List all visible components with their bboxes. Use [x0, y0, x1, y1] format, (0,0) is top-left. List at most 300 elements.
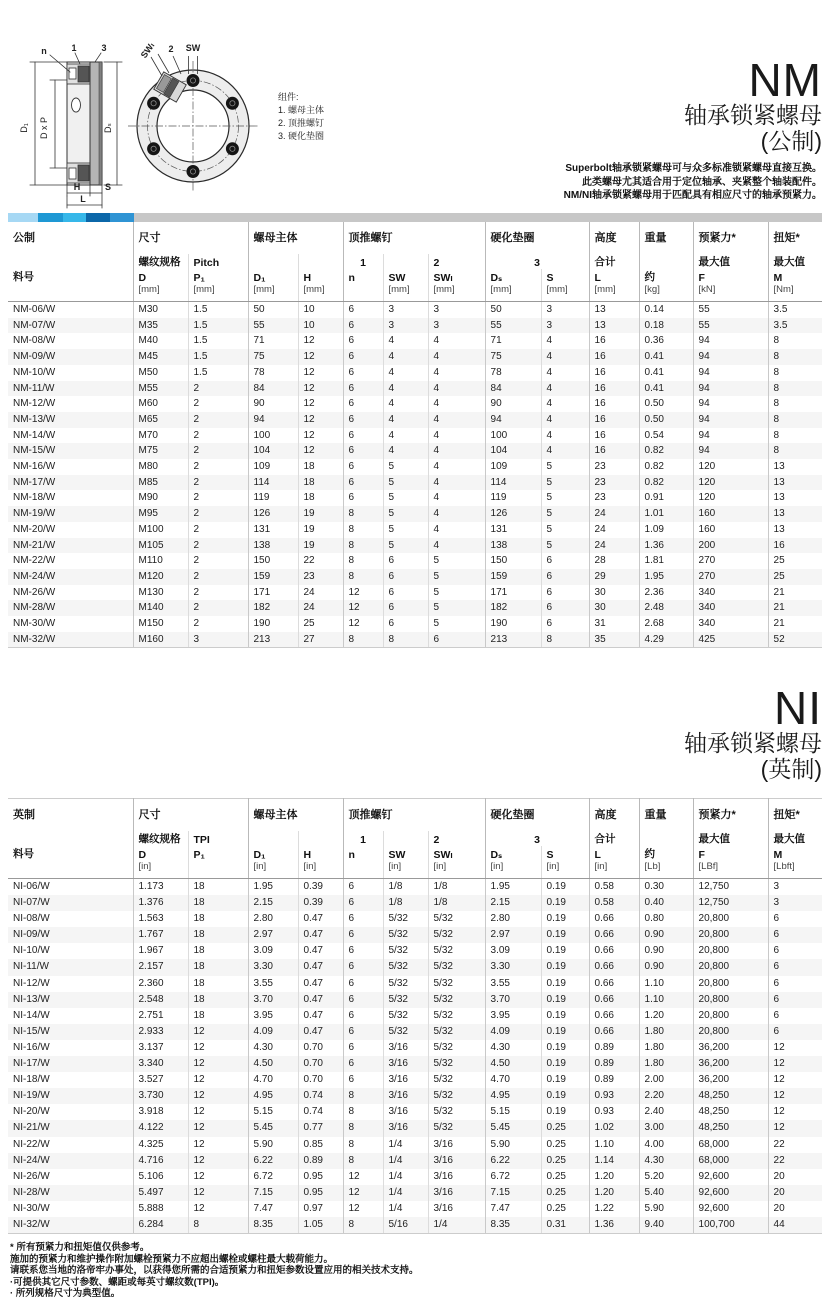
cell: 6.22 [248, 1153, 298, 1169]
cell: 20,800 [693, 959, 768, 975]
footnote-line: 请联系您当地的洛帝牢办事处，以获得您所需的合适预紧力和扭矩参数设置应用的相关技术支持。 [10, 1265, 419, 1276]
legend-title: 组件: [278, 92, 299, 102]
cell: 6 [541, 569, 589, 585]
cell: M40 [133, 333, 188, 349]
cell: 0.74 [298, 1088, 343, 1104]
cell: 182 [485, 600, 541, 616]
table-row [8, 879, 822, 896]
cell: 0.50 [639, 396, 693, 412]
cell: 48,250 [693, 1104, 768, 1120]
cell: M140 [133, 600, 188, 616]
cell: 0.95 [298, 1185, 343, 1201]
cell: NI-26/W [13, 1170, 50, 1182]
table-row [8, 1072, 822, 1088]
cell: 12 [188, 1185, 248, 1201]
cell: M85 [133, 475, 188, 491]
footnote-line: ·可提供其它尺寸参数、螺距或每英寸螺纹数(TPI)。 [10, 1276, 225, 1288]
cell: 0.41 [639, 349, 693, 365]
cell: NM-20/W [13, 523, 56, 535]
group-jackscrews: 顶推螺钉 [343, 222, 485, 254]
sub-pos-2: 2 [428, 831, 485, 846]
cell: 171 [485, 585, 541, 601]
cell: 4 [428, 475, 485, 491]
cell: 0.47 [298, 943, 343, 959]
cell: 0.74 [298, 1104, 343, 1120]
cell: 24 [298, 585, 343, 601]
table-row [8, 490, 822, 506]
cell: NI-18/W [13, 1074, 50, 1086]
cell: 5/32 [383, 992, 428, 1008]
cell: 1/4 [383, 1185, 428, 1201]
cell: 0.70 [298, 1040, 343, 1056]
table-row [8, 522, 822, 538]
cell: 13 [768, 506, 822, 522]
dim-label-ds: Dₛ [103, 123, 113, 133]
cell: 3 [383, 318, 428, 334]
cell: 2 [188, 396, 248, 412]
cell: 16 [589, 412, 639, 428]
cell: 5 [428, 569, 485, 585]
cell: 3 [428, 318, 485, 334]
cell: 2 [188, 381, 248, 397]
cell: 8 [343, 522, 383, 538]
cell: 1.563 [133, 911, 188, 927]
cell: 12 [188, 1056, 248, 1072]
cell: 16 [589, 349, 639, 365]
cell: 0.19 [541, 943, 589, 959]
cell: 0.47 [298, 976, 343, 992]
cell: 94 [693, 333, 768, 349]
cell: M65 [133, 412, 188, 428]
cell: 0.19 [541, 895, 589, 911]
sub-pos-3: 3 [485, 831, 589, 846]
table-row [8, 1104, 822, 1120]
table-row [8, 428, 822, 444]
cell: 5/32 [428, 1104, 485, 1120]
cell: 1.05 [298, 1217, 343, 1234]
cell: 126 [485, 506, 541, 522]
cell: 1.02 [589, 1120, 639, 1136]
cell: 425 [693, 632, 768, 648]
technical-drawing [0, 0, 420, 212]
cell: 6 [768, 959, 822, 975]
cell: 6 [343, 1056, 383, 1072]
cell: 5 [428, 600, 485, 616]
cell: 8 [343, 538, 383, 554]
cell: 6 [343, 879, 383, 896]
description-line: 此类螺母尤其适合用于定位轴承、夹紧整个轴装配件。 [582, 176, 822, 188]
table-row [8, 1040, 822, 1056]
cell: 1.95 [248, 879, 298, 896]
cell: 8 [768, 381, 822, 397]
col-partno: 料号 [13, 271, 34, 283]
cell: 5/32 [428, 1056, 485, 1072]
cell: 3.30 [485, 959, 541, 975]
cell: 0.19 [541, 1072, 589, 1088]
cell: NM-13/W [13, 413, 56, 425]
cell: 6 [541, 616, 589, 632]
cell: 0.58 [589, 895, 639, 911]
cell: 12 [768, 1120, 822, 1136]
cell: 2.00 [639, 1072, 693, 1088]
cell: NM-06/W [13, 304, 56, 315]
cell: NM-24/W [13, 570, 56, 582]
cell: NM-16/W [13, 461, 56, 473]
cell: 119 [485, 490, 541, 506]
table-row [8, 616, 822, 632]
cell: 36,200 [693, 1056, 768, 1072]
cell: 126 [248, 506, 298, 522]
cell: 0.80 [639, 911, 693, 927]
cell: 4.50 [248, 1056, 298, 1072]
cell: 2 [188, 585, 248, 601]
cell: 100,700 [693, 1217, 768, 1234]
sub-max-f: 最大值 [693, 831, 768, 846]
cell: NI-10/W [13, 945, 50, 957]
cell: NI-12/W [13, 977, 50, 989]
table-row [8, 976, 822, 992]
cell: 114 [248, 475, 298, 491]
cell: NM-28/W [13, 602, 56, 614]
group-preload: 预紧力* [693, 222, 768, 254]
cell: 6 [343, 459, 383, 475]
cell: 0.18 [639, 318, 693, 334]
cell: 5 [428, 585, 485, 601]
cell: 12 [768, 1088, 822, 1104]
cell: NI-20/W [13, 1106, 50, 1118]
cell: 1.22 [589, 1201, 639, 1217]
cell: 13 [768, 490, 822, 506]
cell: 2.80 [248, 911, 298, 927]
cell: 4.30 [639, 1153, 693, 1169]
cell: 1.967 [133, 943, 188, 959]
cell: 3.00 [639, 1120, 693, 1136]
cell: 3 [428, 302, 485, 318]
cell: 2 [188, 616, 248, 632]
cell: 25 [768, 553, 822, 569]
cell: NI-09/W [13, 929, 50, 941]
cell: 12,750 [693, 895, 768, 911]
cell: 2 [188, 428, 248, 444]
cell: 10 [298, 318, 343, 334]
cell: 0.70 [298, 1072, 343, 1088]
cell: 44 [768, 1217, 822, 1234]
cell: 24 [589, 522, 639, 538]
cell: 2 [188, 412, 248, 428]
cell: 24 [589, 506, 639, 522]
cell: 114 [485, 475, 541, 491]
cell: 0.19 [541, 1040, 589, 1056]
cell: 6 [343, 943, 383, 959]
cell: 18 [188, 927, 248, 943]
cell: 5 [383, 490, 428, 506]
cell: 4 [428, 459, 485, 475]
cell: 2 [188, 569, 248, 585]
cell: 92,600 [693, 1185, 768, 1201]
cell: 12 [188, 1153, 248, 1169]
cell: 200 [693, 538, 768, 554]
cell: 4 [428, 506, 485, 522]
accent-bar-segment [38, 213, 63, 222]
table-row [8, 895, 822, 911]
cell: M120 [133, 569, 188, 585]
cell: 94 [693, 443, 768, 459]
table-row [8, 302, 822, 318]
cell: 0.47 [298, 1024, 343, 1040]
cell: 18 [188, 992, 248, 1008]
cell: 3.55 [248, 976, 298, 992]
cell: 8 [343, 632, 383, 648]
cell: 12 [188, 1088, 248, 1104]
cell: 9.40 [639, 1217, 693, 1234]
cell: 55 [485, 318, 541, 334]
cell: 4.95 [248, 1088, 298, 1104]
cell: 0.31 [541, 1217, 589, 1234]
footnote-line: · 所列规格尺寸为典型值。 [10, 1288, 121, 1299]
cell: 1.80 [639, 1040, 693, 1056]
header-unit-row: [in] [in] [in] [in] [in] [in] [in] [in] [Lb] [LBf] [Lbft] [8, 861, 822, 879]
cell: 4 [541, 333, 589, 349]
nm-standard: (公制) [760, 128, 822, 154]
cell: 0.47 [298, 927, 343, 943]
cell: 5.40 [639, 1185, 693, 1201]
footnote-line: 施加的预紧力和维护操作附加螺栓预紧力不应超出螺栓或螺柱最大载荷能力。 [10, 1253, 334, 1265]
cell: 340 [693, 600, 768, 616]
cell: 4 [428, 333, 485, 349]
cell: 5/32 [428, 927, 485, 943]
cell: 104 [485, 443, 541, 459]
cell: 8 [768, 333, 822, 349]
cell: 5.15 [485, 1104, 541, 1120]
cell: 4 [383, 412, 428, 428]
cell: 0.70 [298, 1056, 343, 1072]
cell: NM-22/W [13, 555, 56, 567]
cell: 4 [428, 443, 485, 459]
cell: 171 [248, 585, 298, 601]
cell: 6 [768, 927, 822, 943]
cell: 6 [343, 302, 383, 318]
cell: 18 [298, 459, 343, 475]
cell: 4 [541, 349, 589, 365]
cell: 4 [541, 381, 589, 397]
cell: 3 [541, 302, 589, 318]
cell: 8 [343, 1120, 383, 1136]
cell: 5 [428, 616, 485, 632]
cell: 94 [693, 365, 768, 381]
cell: 1.10 [639, 976, 693, 992]
cell: M90 [133, 490, 188, 506]
cell: 3/16 [383, 1040, 428, 1056]
cell: 5 [383, 475, 428, 491]
cell: 94 [485, 412, 541, 428]
callout-2: 2 [168, 44, 174, 54]
cell: 4.70 [485, 1072, 541, 1088]
cell: 90 [485, 396, 541, 412]
cell: 27 [298, 632, 343, 648]
cell: 4 [428, 349, 485, 365]
cell: NI-11/W [13, 961, 49, 973]
cell: 0.91 [639, 490, 693, 506]
cell: 5 [383, 506, 428, 522]
accent-bar [8, 213, 822, 222]
cell: 6 [343, 895, 383, 911]
cell: 0.41 [639, 381, 693, 397]
cell: 50 [485, 302, 541, 318]
cell: 0.66 [589, 959, 639, 975]
cell: 1.20 [639, 1008, 693, 1024]
cell: 71 [485, 333, 541, 349]
cell: 3.340 [133, 1056, 188, 1072]
cell: 8 [768, 365, 822, 381]
cell: 0.66 [589, 943, 639, 959]
cell: 4.716 [133, 1153, 188, 1169]
table-row [8, 333, 822, 349]
cell: NI-16/W [13, 1041, 50, 1053]
cell: 18 [188, 943, 248, 959]
cell: 1.36 [589, 1217, 639, 1234]
cell: M60 [133, 396, 188, 412]
cell: 3/16 [383, 1088, 428, 1104]
cell: 5.15 [248, 1104, 298, 1120]
cell: 5 [541, 490, 589, 506]
sub-total: 合计 [589, 254, 639, 269]
cell: M160 [133, 632, 188, 648]
cell: 4.29 [639, 632, 693, 648]
header-group-row [8, 222, 822, 254]
cell: 3/16 [428, 1185, 485, 1201]
cell: 12 [768, 1056, 822, 1072]
cell: 4.30 [248, 1040, 298, 1056]
cell: 16 [589, 428, 639, 444]
table-row [8, 585, 822, 601]
sub-thread: 螺纹规格 [133, 254, 188, 269]
table-row [8, 1056, 822, 1072]
cell: 36,200 [693, 1040, 768, 1056]
cell: 0.95 [298, 1169, 343, 1185]
cell: 100 [248, 428, 298, 444]
cell: 6 [383, 600, 428, 616]
table-row [8, 1201, 822, 1217]
cell: 3.95 [485, 1008, 541, 1024]
cell: 138 [248, 538, 298, 554]
cell: 5 [541, 475, 589, 491]
cell: 6 [768, 1008, 822, 1024]
group-size: 尺寸 [133, 222, 248, 254]
cell: 6 [343, 490, 383, 506]
cell: 182 [248, 600, 298, 616]
cell: NM-21/W [13, 539, 56, 551]
cell: 5.90 [485, 1137, 541, 1153]
cell: 3.527 [133, 1072, 188, 1088]
cell: 2.20 [639, 1088, 693, 1104]
cell: 131 [485, 522, 541, 538]
cell: 100 [485, 428, 541, 444]
cell: 0.90 [639, 959, 693, 975]
cell: 0.82 [639, 443, 693, 459]
cell: 12 [188, 1104, 248, 1120]
cell: 4 [428, 396, 485, 412]
cell: 3.95 [248, 1008, 298, 1024]
cell: 5/32 [428, 1008, 485, 1024]
cell: 2.360 [133, 976, 188, 992]
cell: 12 [343, 616, 383, 632]
cell: 12 [188, 1137, 248, 1153]
cell: 4 [541, 428, 589, 444]
nm-description [564, 162, 822, 203]
cell: 104 [248, 443, 298, 459]
legend-item: 3. 硬化垫圈 [278, 131, 325, 141]
cell: 6.22 [485, 1153, 541, 1169]
ni-spec-table [8, 798, 822, 1234]
cell: 1.36 [639, 538, 693, 554]
cell: 7.47 [248, 1201, 298, 1217]
cell: 2.36 [639, 585, 693, 601]
drawing-legend [278, 91, 324, 141]
cell: 2.97 [248, 927, 298, 943]
cell: 3/16 [428, 1169, 485, 1185]
cell: 19 [298, 522, 343, 538]
cell: 0.85 [298, 1137, 343, 1153]
cell: 2 [188, 443, 248, 459]
cell: 1.81 [639, 553, 693, 569]
cell: 0.97 [298, 1201, 343, 1217]
cell: 4.30 [485, 1040, 541, 1056]
cell: 12 [298, 381, 343, 397]
cell: 5 [541, 522, 589, 538]
cell: M80 [133, 459, 188, 475]
cell: 4 [541, 396, 589, 412]
cell: 0.25 [541, 1153, 589, 1169]
cell: 1/8 [428, 879, 485, 896]
cell: 6 [343, 976, 383, 992]
cell: 6 [768, 943, 822, 959]
cell: 270 [693, 569, 768, 585]
sub-thread: 螺纹规格 [133, 831, 188, 846]
cell: 8.35 [248, 1217, 298, 1234]
cell: NM-09/W [13, 351, 56, 363]
cell: 55 [248, 318, 298, 334]
cell: 3 [188, 632, 248, 648]
cell: 6 [343, 412, 383, 428]
cell: 18 [188, 1008, 248, 1024]
cell: 0.93 [589, 1104, 639, 1120]
cell: 0.19 [541, 911, 589, 927]
table-row [8, 506, 822, 522]
cell: 18 [188, 895, 248, 911]
table-row [8, 992, 822, 1008]
col-partno: 料号 [13, 848, 34, 860]
cell: 3.137 [133, 1040, 188, 1056]
table-row [8, 1008, 822, 1024]
cell: NM-18/W [13, 492, 56, 504]
cell: 5.106 [133, 1169, 188, 1185]
cell: M105 [133, 538, 188, 554]
cell: 94 [693, 349, 768, 365]
cell: 0.47 [298, 911, 343, 927]
cell: 13 [768, 522, 822, 538]
sub-pos-1: 1 [343, 831, 383, 846]
cell: 3/16 [428, 1137, 485, 1153]
cell: 0.66 [589, 927, 639, 943]
cell: 1.95 [485, 879, 541, 896]
cell: 340 [693, 585, 768, 601]
cell: 6 [343, 318, 383, 334]
cell: 150 [248, 553, 298, 569]
cell: 160 [693, 522, 768, 538]
group-jackscrews: 顶推螺钉 [343, 799, 485, 832]
cell: NI-19/W [13, 1090, 50, 1102]
table-row [8, 569, 822, 585]
